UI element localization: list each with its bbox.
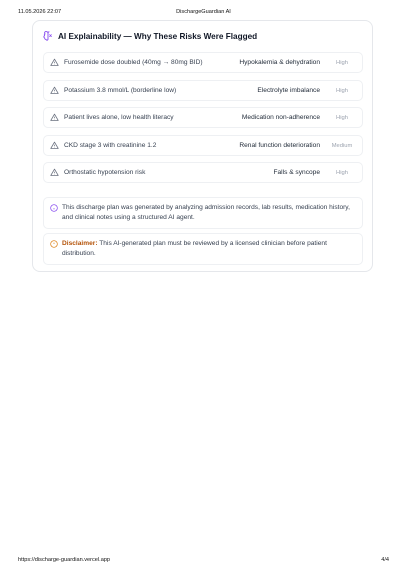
section-title: AI Explainability — Why These Risks Were Flagged	[58, 31, 258, 41]
risk-row	[43, 135, 363, 156]
risk-finding: Orthostatic hypotension risk	[64, 169, 146, 176]
warning-triangle-icon	[50, 168, 59, 177]
print-datetime: 11.05.2026 22:07	[18, 9, 62, 15]
risk-finding: CKD stage 3 with creatinine 1.2	[64, 142, 157, 149]
severity-badge: High	[336, 59, 348, 66]
risk-row	[43, 162, 363, 183]
severity-badge: High	[336, 169, 348, 176]
info-note-text: This discharge plan was generated by analyzing admission records, lab results, medication history, and clinical notes using a structured AI agent.	[62, 204, 350, 221]
print-page-number: 4/4	[381, 557, 389, 563]
risk-finding: Furosemide dose doubled (40mg → 80mg BID)	[64, 59, 203, 66]
explainability-card	[32, 20, 373, 272]
disclaimer-text: This AI-generated plan must be reviewed by a licensed clinician before patient distribution.	[62, 240, 327, 257]
risk-outcome: Renal function deterioration	[239, 142, 320, 149]
risk-outcome: Medication non-adherence	[241, 114, 320, 121]
risk-outcome: Electrolyte imbalance	[257, 87, 320, 94]
risk-outcome: Hypokalemia & dehydration	[239, 59, 320, 66]
risk-row	[43, 80, 363, 101]
severity-badge: High	[336, 114, 348, 121]
severity-badge: High	[336, 87, 348, 94]
print-title: DischargeGuardian AI	[176, 9, 231, 15]
risk-finding: Patient lives alone, low health literacy	[64, 114, 174, 121]
info-note	[43, 197, 363, 229]
section-header	[43, 31, 257, 41]
warning-triangle-icon	[50, 141, 59, 150]
risk-finding: Potassium 3.8 mmol/L (borderline low)	[64, 87, 177, 94]
print-header	[18, 9, 389, 15]
alert-icon	[50, 240, 58, 248]
info-icon	[50, 204, 58, 212]
risk-row	[43, 107, 363, 128]
warning-triangle-icon	[50, 58, 59, 67]
brain-icon	[43, 31, 53, 41]
print-url: https://discharge-guardian.vercel.app	[18, 557, 111, 563]
print-footer	[18, 557, 389, 563]
risk-row	[43, 52, 363, 73]
severity-badge: Medium	[331, 142, 353, 149]
disclaimer-label: Disclaimer:	[62, 240, 98, 247]
disclaimer-note	[43, 233, 363, 265]
warning-triangle-icon	[50, 113, 59, 122]
risk-outcome: Falls & syncope	[273, 169, 320, 176]
warning-triangle-icon	[50, 86, 59, 95]
